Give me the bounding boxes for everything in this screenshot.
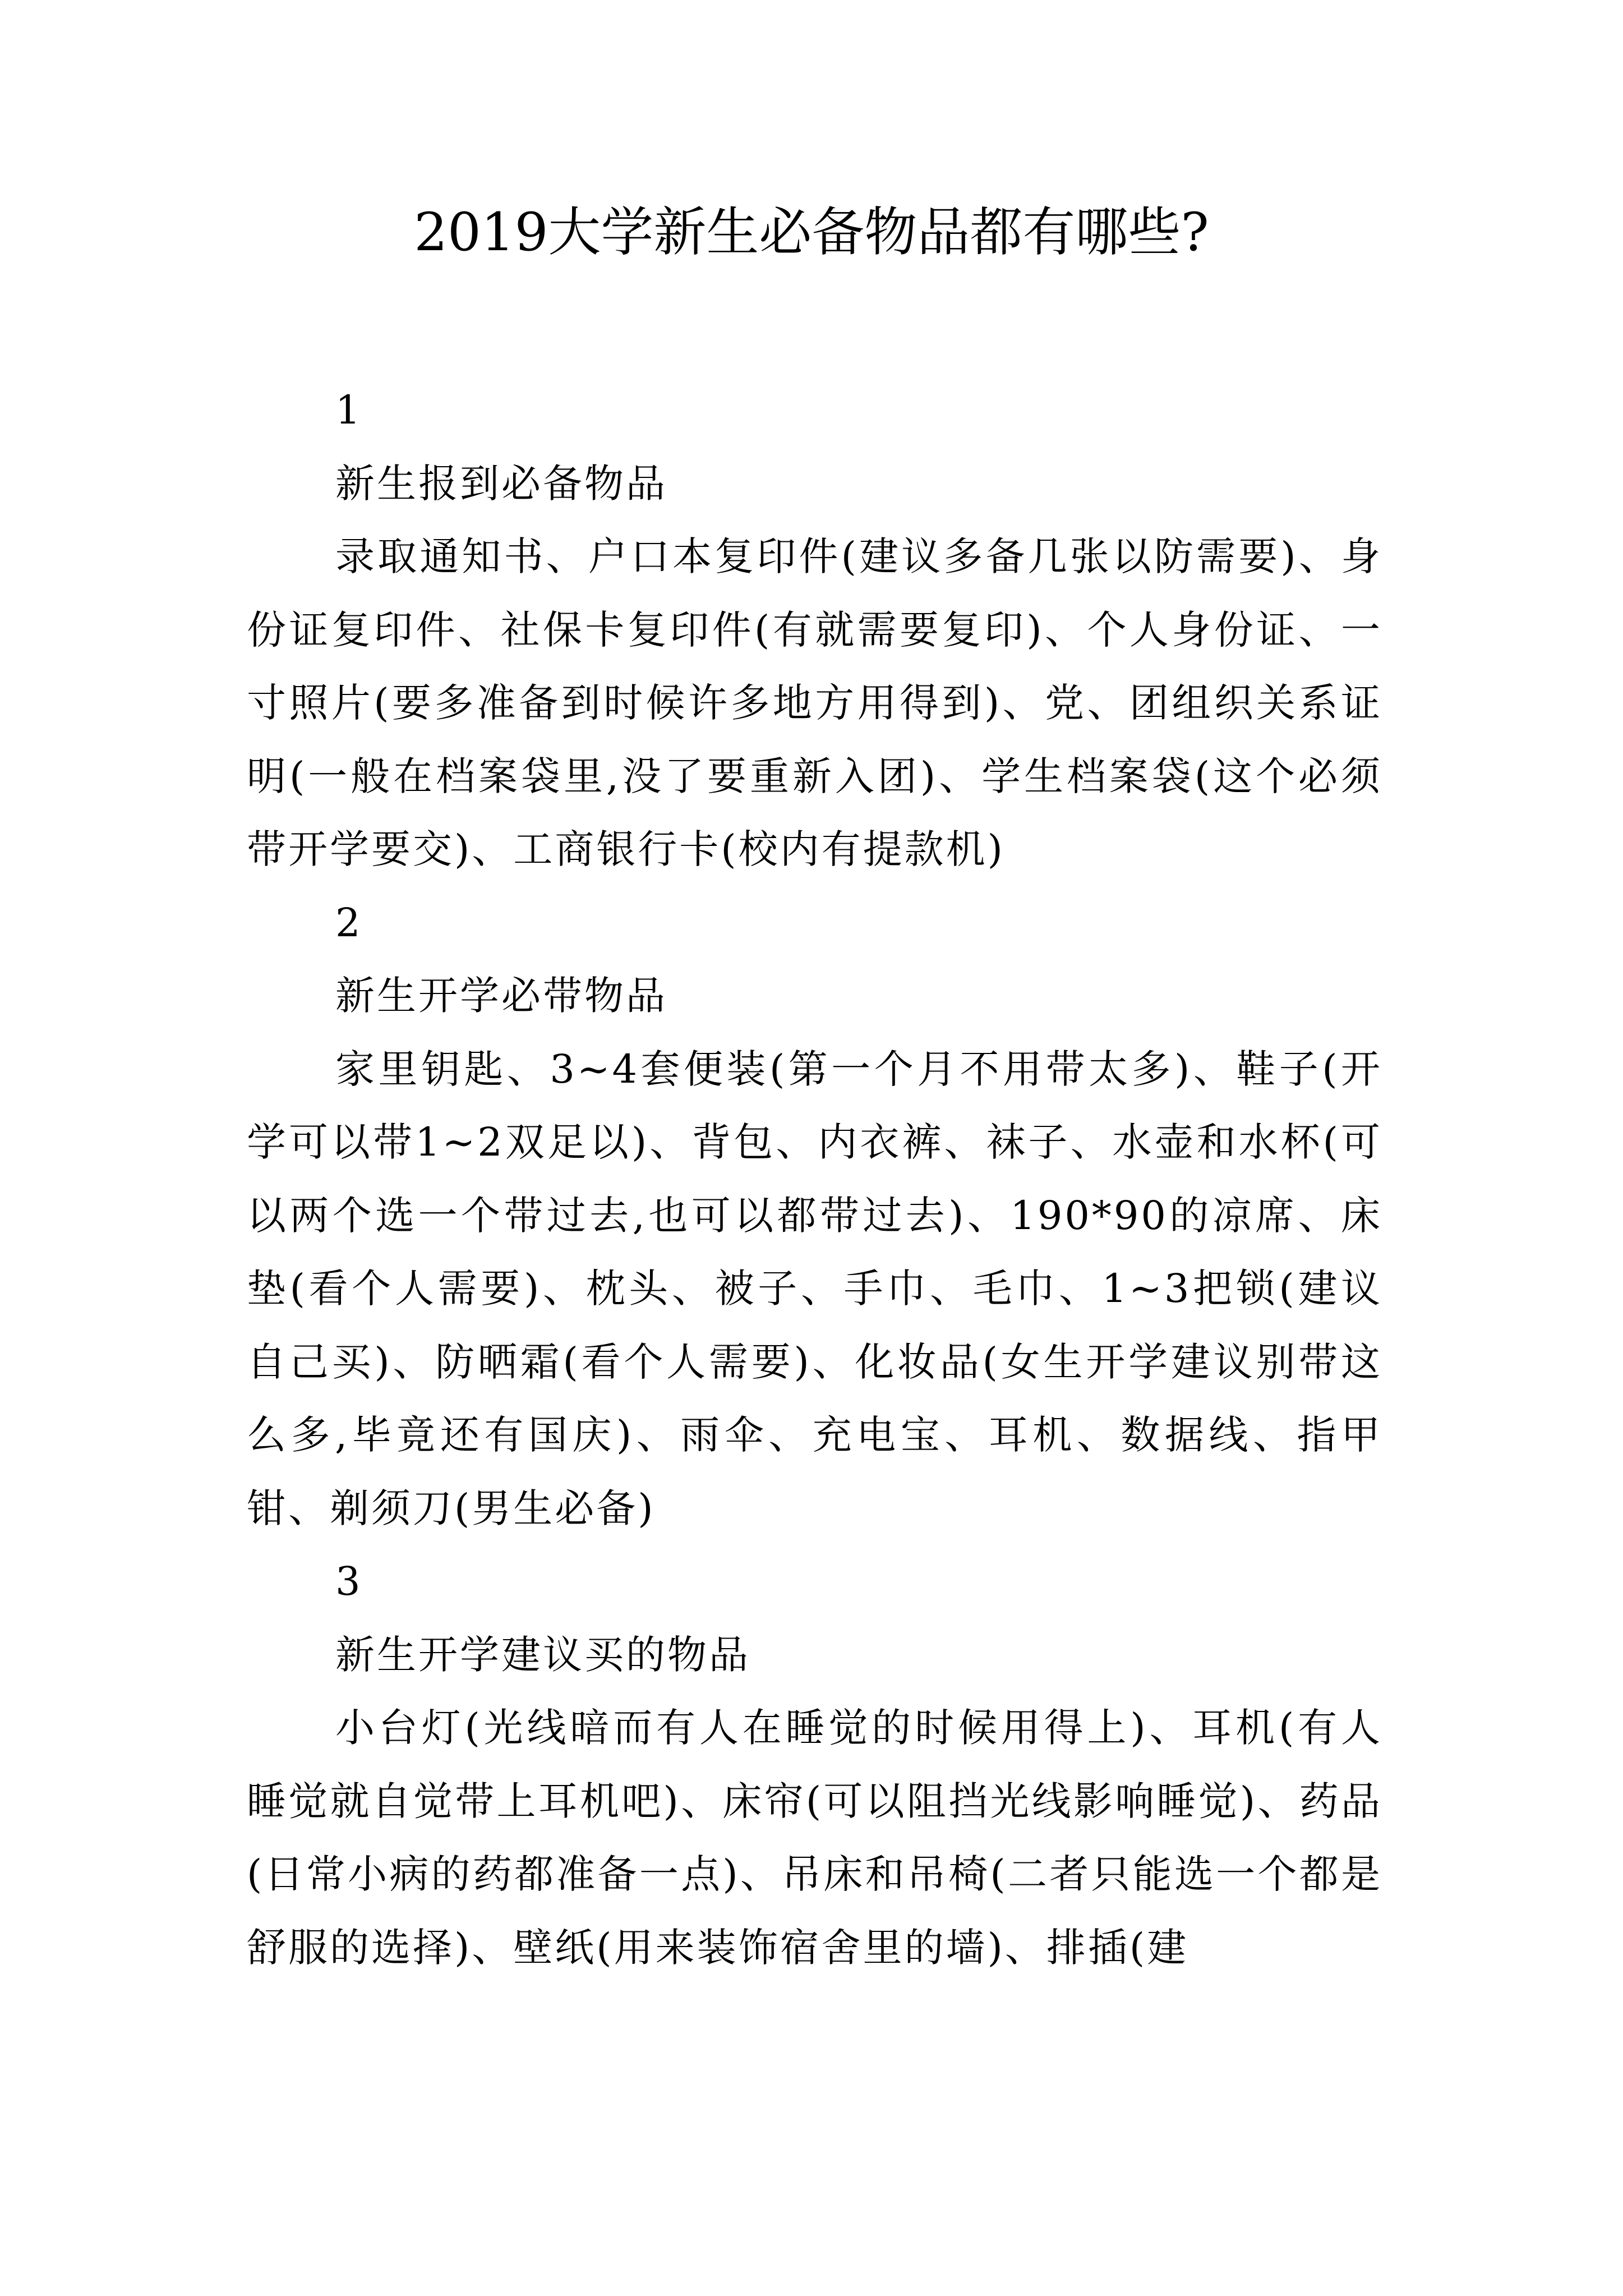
section-paragraph: 小台灯(光线暗而有人在睡觉的时候用得上)、耳机(有人睡觉就自觉带上耳机吧)、床帘(可以阻挡光线影响睡觉)、药品(日常小病的药都准备一点)、吊床和吊椅(二者只能选一个都是舒服的选择)、壁纸(用来装饰宿舍里的墙)、排插(建	[247, 1705, 1382, 1971]
section-heading: 新生开学必带物品	[335, 973, 667, 1019]
section-heading: 新生开学建议买的物品	[335, 1631, 750, 1678]
section-number: 2	[335, 899, 363, 946]
document-title: 2019大学新生必备物品都有哪些?	[414, 202, 1209, 263]
document-body	[247, 374, 1382, 1984]
section-paragraph: 录取通知书、户口本复印件(建议多备几张以防需要)、身份证复印件、社保卡复印件(有就需要复印)、个人身份证、一寸照片(要多准备到时候许多地方用得到)、党、团组织关系证明(一般在档案袋里,没了要重新入团)、学生档案袋(这个必须带开学要交)、工商银行卡(校内有提款机)	[247, 533, 1382, 872]
section-paragraph: 家里钥匙、3~4套便装(第一个月不用带太多)、鞋子(开学可以带1~2双足以)、背包、内衣裤、袜子、水壶和水杯(可以两个选一个带过去,也可以都带过去)、190*90的凉席、床垫(看个人需要)、枕头、被子、手巾、毛巾、1~3把锁(建议自己买)、防晒霜(看个人需要)、化妆品(女生开学建议别带这么多,毕竟还有国庆)、雨伞、充电宝、耳机、数据线、指甲钳、剃须刀(男生必备)	[247, 1046, 1382, 1531]
section-heading: 新生报到必备物品	[335, 460, 667, 507]
section-number: 1	[335, 387, 363, 433]
section-number: 3	[335, 1558, 363, 1604]
